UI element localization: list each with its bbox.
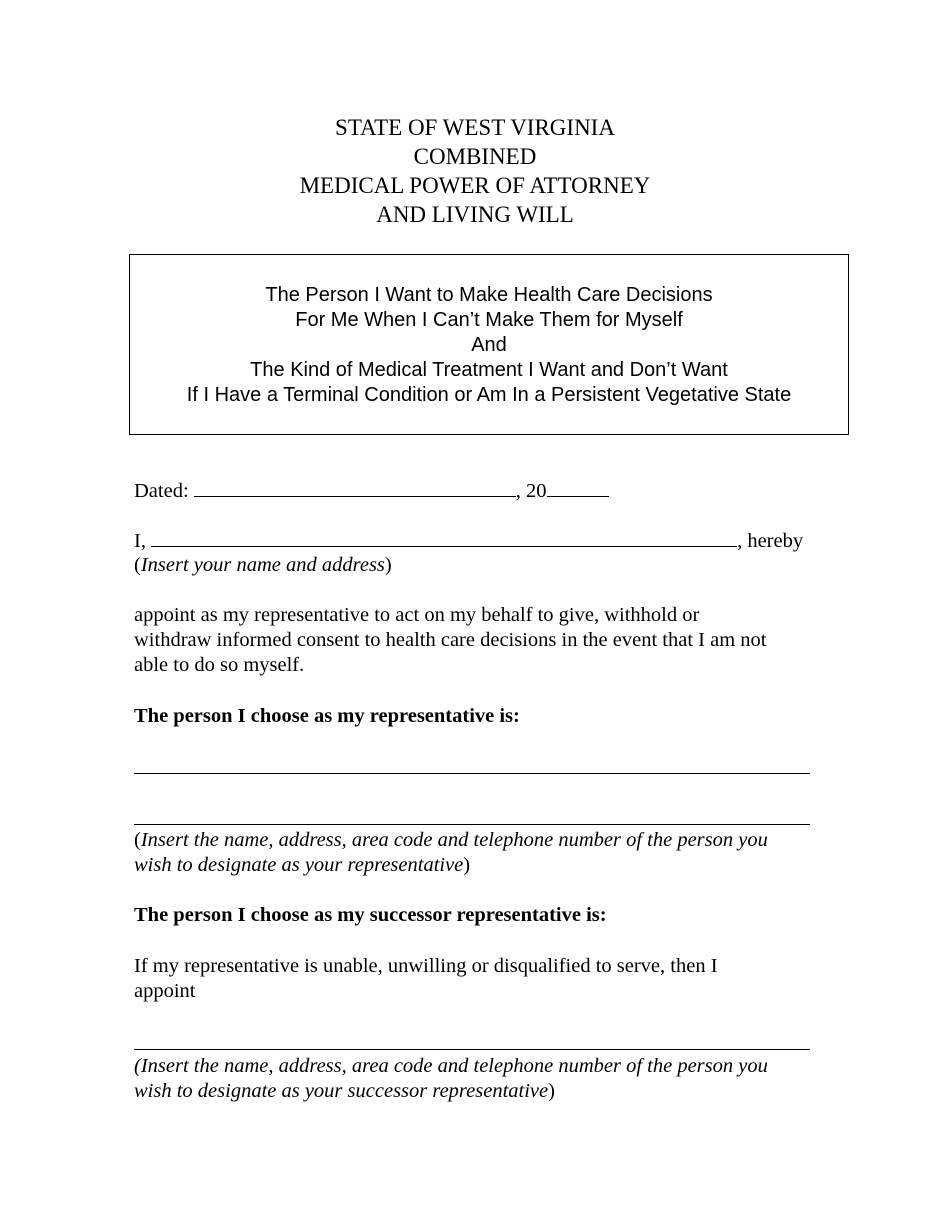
name-prefix: I, [134,530,146,552]
title-line-mpoa: MEDICAL POWER OF ATTORNEY [299,173,651,198]
summary-box [129,254,849,435]
year-blank-field[interactable] [547,478,609,497]
successor-instruction-text-2: wish to designate as your successor representative [134,1080,549,1102]
title-line-combined: COMBINED [413,144,537,169]
successor-blank-line[interactable] [134,1049,810,1050]
paren-open: ( [134,829,141,851]
successor-paragraph-line-1: If my representative is unable, unwilling or disqualified to serve, then I [134,955,718,977]
title-line-state: STATE OF WEST VIRGINIA [335,115,615,140]
summary-line-3: And [471,334,507,356]
name-instruction-text: Insert your name and address [140,554,385,576]
paren-close: ) [384,554,392,576]
date-blank-field[interactable] [194,478,516,497]
successor-instruction-line-2 [134,1079,555,1104]
representative-instruction-line-2 [134,853,470,878]
summary-line-1: The Person I Want to Make Health Care Decisions [265,284,713,306]
successor-instruction-line-1: (Insert the name, address, area code and telephone number of the person you [134,1055,768,1077]
representative-instruction-text-2: wish to designate as your representative [134,854,464,876]
appoint-line-2: withdraw informed consent to health care decisions in the event that I am not [134,629,767,651]
representative-heading: The person I choose as my representative is: [134,705,520,727]
name-line [134,528,803,554]
paren-close: ) [548,1080,555,1102]
representative-blank-line-1[interactable] [134,773,810,774]
dated-line [134,478,609,504]
summary-line-5: If I Have a Terminal Condition or Am In a Persistent Vegetative State [186,384,792,406]
name-suffix: , hereby [737,530,804,552]
document-title [0,113,950,229]
representative-instruction-line-1 [134,828,768,853]
dated-label: Dated: [134,480,189,502]
successor-heading: The person I choose as my successor representative is: [134,904,607,926]
title-line-living-will: AND LIVING WILL [376,202,574,227]
summary-line-2: For Me When I Can’t Make Them for Myself [295,309,683,331]
name-address-blank-field[interactable] [151,528,737,547]
representative-instruction-text-1: Insert the name, address, area code and telephone number of the person you [140,829,768,851]
appoint-line-1: appoint as my representative to act on my behalf to give, withhold or [134,604,700,626]
dated-year-prefix: , 20 [515,480,547,502]
paren-close: ) [463,854,471,876]
summary-line-4: The Kind of Medical Treatment I Want and Don’t Want [250,359,728,381]
paren-open: ( [134,554,141,576]
successor-paragraph-line-2: appoint [134,980,196,1002]
appoint-line-3: able to do so myself. [134,654,305,676]
name-instruction [134,553,392,578]
representative-blank-line-2[interactable] [134,824,810,825]
